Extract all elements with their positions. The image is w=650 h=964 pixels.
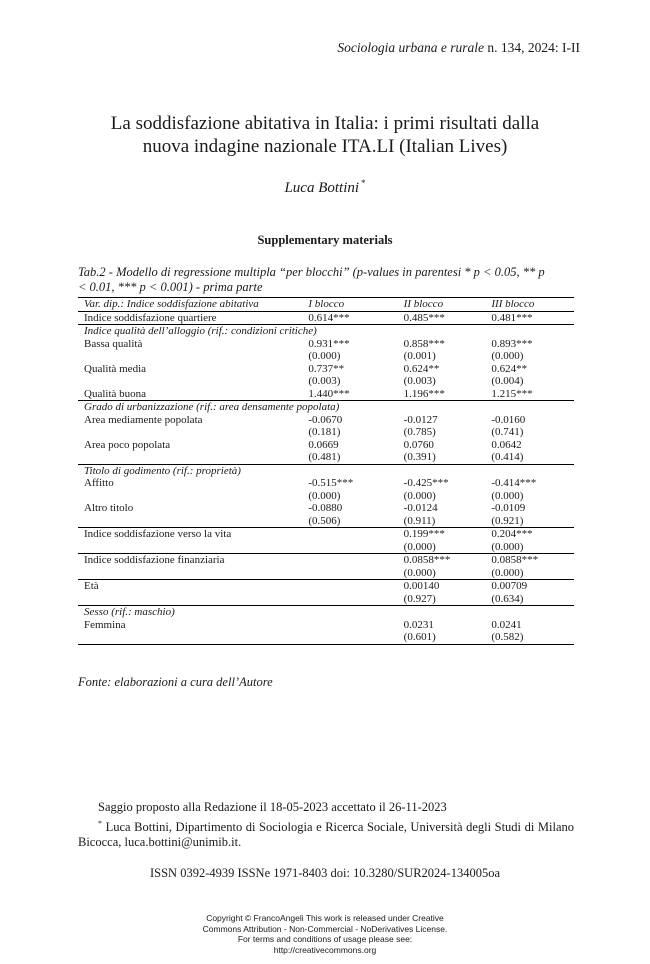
issn-doi: ISSN 0392-4939 ISSNe 1971-8403 doi: 10.3280/SUR2024-134005oa bbox=[149, 866, 500, 880]
table-cell: 0.00140 bbox=[398, 580, 486, 593]
table-cell: (0.927) bbox=[403, 592, 436, 605]
table-cell: (0.004) bbox=[491, 375, 524, 387]
table-caption-line-2: < 0.01, *** p < 0.001) - prima parte bbox=[78, 280, 263, 294]
table-row bbox=[78, 426, 574, 439]
affiliation-mark: * bbox=[98, 818, 102, 828]
table-row bbox=[78, 338, 574, 351]
paper-title bbox=[60, 112, 590, 158]
table-cell: (0.000) bbox=[403, 566, 436, 579]
table-cell: 0.624** bbox=[403, 362, 440, 375]
table-row bbox=[78, 375, 574, 388]
table-row-label: Femmina bbox=[84, 618, 126, 631]
author bbox=[0, 178, 650, 197]
table-row-label: Qualità media bbox=[84, 362, 147, 375]
author-footnote-mark: * bbox=[361, 178, 366, 188]
table-cell: -0.0160 bbox=[491, 413, 526, 426]
table-cell: 0.0642 bbox=[491, 438, 522, 451]
table-cell: (0.601) bbox=[398, 631, 486, 644]
table-row bbox=[78, 388, 574, 401]
table-row-label bbox=[78, 451, 302, 464]
table-cell: (0.506) bbox=[308, 514, 341, 527]
table-cell: (0.921) bbox=[491, 514, 524, 527]
table-row-label: Area mediamente popolata bbox=[84, 413, 203, 426]
table-cell: 0.0858*** bbox=[398, 554, 486, 567]
table-row-label bbox=[78, 593, 302, 606]
paper-title-line-2: nuova indagine nazionale ITA.LI (Italian Lives) bbox=[142, 136, 508, 157]
table-cell: (0.001) bbox=[403, 350, 436, 362]
table-cell: 0.0241 bbox=[491, 618, 522, 631]
table-section-heading: Grado di urbanizzazione (rif.: area densamente popolata) bbox=[78, 401, 574, 414]
paper-title-line-1: La soddisfazione abitativa in Italia: i primi risultati dalla bbox=[110, 113, 540, 134]
table-row-label: Qualità buona bbox=[84, 387, 147, 400]
table-cell: -0.425*** bbox=[403, 477, 449, 489]
table-row-label bbox=[78, 490, 302, 503]
table-source: Fonte: elaborazioni a cura dell’Autore bbox=[78, 675, 273, 689]
table-cell: (0.000) bbox=[308, 489, 341, 502]
table-row bbox=[78, 477, 574, 490]
table-cell: 1.215*** bbox=[491, 387, 533, 400]
table-cell: 1.196*** bbox=[403, 387, 445, 400]
table-cell: (0.741) bbox=[491, 426, 524, 438]
table-row bbox=[78, 502, 574, 515]
table-row-label: Affitto bbox=[84, 477, 114, 489]
table-cell: 0.737** bbox=[308, 362, 345, 375]
table-section-heading: Indice qualità dell’alloggio (rif.: condizioni critiche) bbox=[78, 325, 574, 338]
table-cell: (0.181) bbox=[308, 426, 341, 438]
journal-name: Sociologia urbana e rurale bbox=[337, 40, 485, 55]
table-cell: -0.0127 bbox=[403, 413, 438, 426]
table-row-label bbox=[78, 567, 302, 580]
table-row bbox=[78, 580, 574, 593]
regression-table bbox=[78, 297, 574, 645]
table-cell: (0.414) bbox=[491, 451, 524, 463]
table-cell: -0.0880 bbox=[308, 502, 343, 514]
table-cell: (0.000) bbox=[491, 540, 524, 553]
table-cell: 0.0669 bbox=[308, 438, 339, 451]
journal-issue: n. 134, 2024: I-II bbox=[487, 40, 580, 55]
table-row-label bbox=[78, 515, 302, 528]
table-cell: (0.911) bbox=[403, 514, 436, 527]
header-block-3: III blocco bbox=[485, 298, 574, 312]
table-row-label: Bassa qualità bbox=[84, 337, 143, 350]
table-cell: (0.634) bbox=[491, 592, 524, 605]
section-heading: Supplementary materials bbox=[257, 233, 393, 247]
footnotes bbox=[78, 800, 574, 851]
table-row bbox=[78, 325, 574, 338]
table-row-label bbox=[78, 426, 302, 439]
copyright-line-3: For terms and conditions of usage please see: bbox=[237, 934, 413, 944]
copyright-line-1: Copyright © FrancoAngeli This work is released under Creative bbox=[206, 913, 444, 923]
table-cell: 1.440*** bbox=[308, 387, 350, 400]
copyright-link[interactable]: http://creativecommons.org bbox=[273, 944, 377, 955]
table-row-label: Altro titolo bbox=[84, 502, 134, 514]
table-cell: -0.0124 bbox=[403, 502, 438, 514]
author-name: Luca Bottini bbox=[284, 180, 360, 196]
table-row-label: Età bbox=[78, 580, 302, 593]
table-row bbox=[78, 490, 574, 503]
table-cell: 0.624** bbox=[491, 362, 528, 375]
table-row-label: Indice soddisfazione verso la vita bbox=[78, 528, 302, 541]
table-row bbox=[78, 606, 574, 619]
table-cell: 0.199*** bbox=[398, 528, 486, 541]
table-cell bbox=[302, 528, 397, 541]
table-row-label bbox=[78, 631, 302, 644]
table-cell: 0.614*** bbox=[302, 311, 397, 325]
table-cell: (0.391) bbox=[403, 451, 436, 463]
table-cell bbox=[302, 554, 397, 567]
table-caption-line-1: Tab.2 - Modello di regressione multipla “per blocchi” (p-values in parentesi * p < 0.05, ** p bbox=[78, 265, 545, 279]
table-row bbox=[78, 350, 574, 363]
table-cell: (0.481) bbox=[308, 451, 341, 463]
table-cell: 0.858*** bbox=[403, 337, 445, 350]
table-row bbox=[78, 401, 574, 414]
table-cell: 0.0760 bbox=[403, 438, 434, 451]
table-row bbox=[78, 619, 574, 632]
table-cell: -0.0109 bbox=[491, 502, 526, 514]
table-row-label: Area poco popolata bbox=[84, 438, 171, 451]
table-cell: -0.515*** bbox=[308, 477, 354, 489]
header-block-2: II blocco bbox=[398, 298, 486, 312]
table-row bbox=[78, 464, 574, 477]
table-cell: 0.0231 bbox=[403, 618, 434, 631]
table-row bbox=[78, 528, 574, 541]
table-row-label: Indice soddisfazione finanziaria bbox=[78, 554, 302, 567]
table-row bbox=[78, 541, 574, 554]
table-cell bbox=[302, 619, 397, 632]
affiliation-text: Luca Bottini, Dipartimento di Sociologia e Ricerca Sociale, Università degli Studi di Milano Bicocca, luca.bottini@unimib.it. bbox=[78, 819, 574, 849]
table-section-heading: Sesso (rif.: maschio) bbox=[78, 606, 574, 619]
table-cell: 0.931*** bbox=[308, 337, 350, 350]
table-row-label bbox=[78, 375, 302, 388]
table-row-label bbox=[78, 350, 302, 363]
header-dependent-variable: Var. dip.: Indice soddisfazione abitativa bbox=[78, 298, 302, 312]
table-cell: (0.000) bbox=[491, 489, 524, 502]
table-cell: (0.000) bbox=[308, 350, 341, 362]
author-affiliation bbox=[78, 816, 574, 851]
table-cell: 0.0858*** bbox=[485, 554, 574, 567]
table-cell bbox=[302, 580, 397, 593]
table-cell: 0.00709 bbox=[485, 580, 574, 593]
table-cell: -0.414*** bbox=[491, 477, 537, 489]
table-cell: -0.0670 bbox=[308, 413, 343, 426]
table-row-label: Indice soddisfazione quartiere bbox=[78, 311, 302, 325]
table-cell: (0.000) bbox=[491, 350, 524, 362]
table-cell: 0.481*** bbox=[485, 311, 574, 325]
table-row bbox=[78, 439, 574, 452]
table-caption bbox=[78, 265, 574, 295]
table-cell: 0.485*** bbox=[398, 311, 486, 325]
table-cell: (0.000) bbox=[403, 540, 436, 553]
table-cell: 0.204*** bbox=[485, 528, 574, 541]
table-cell: (0.000) bbox=[491, 566, 524, 579]
table-row bbox=[78, 414, 574, 427]
table-row bbox=[78, 567, 574, 580]
submission-note: Saggio proposto alla Redazione il 18-05-2023 accettato il 26-11-2023 bbox=[98, 800, 447, 814]
table-row bbox=[78, 554, 574, 567]
table-cell: (0.000) bbox=[403, 489, 436, 502]
copyright-notice bbox=[0, 913, 650, 955]
table-row bbox=[78, 515, 574, 528]
table-cell bbox=[302, 541, 397, 554]
table-row bbox=[78, 311, 574, 325]
table-cell: (0.785) bbox=[403, 426, 436, 438]
table-cell: (0.582) bbox=[485, 631, 574, 644]
table-cell bbox=[302, 567, 397, 580]
table-cell: 0.893*** bbox=[491, 337, 533, 350]
table-body bbox=[78, 311, 574, 644]
header-block-1: I blocco bbox=[302, 298, 397, 312]
table-row bbox=[78, 451, 574, 464]
table-row-label bbox=[78, 541, 302, 554]
journal-header bbox=[337, 40, 580, 56]
table-row bbox=[78, 593, 574, 606]
copyright-line-2: Commons Attribution - Non-Commercial - NoDerivatives License. bbox=[202, 923, 448, 934]
table-cell bbox=[302, 593, 397, 606]
table-row bbox=[78, 631, 574, 644]
table-cell bbox=[302, 631, 397, 644]
table-header-row bbox=[78, 298, 574, 312]
table-cell: (0.003) bbox=[308, 375, 341, 387]
table-cell: (0.003) bbox=[403, 375, 436, 387]
table-row bbox=[78, 363, 574, 376]
table-section-heading: Titolo di godimento (rif.: proprietà) bbox=[78, 464, 574, 477]
